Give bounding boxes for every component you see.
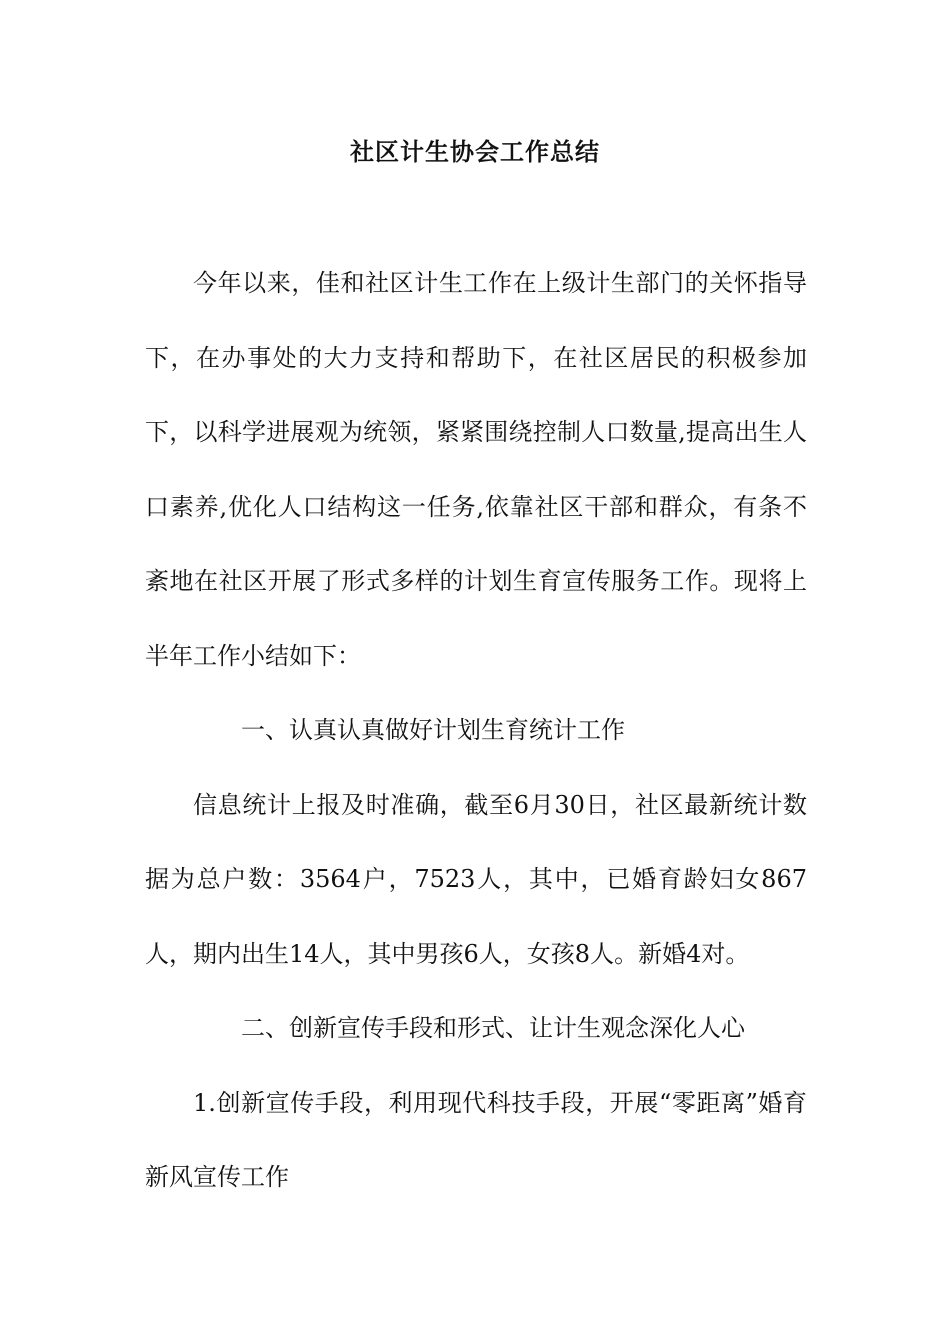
document-title: 社区计生协会工作总结	[350, 138, 600, 166]
section-heading-1: 一、认真认真做好计划生育统计工作	[241, 716, 625, 744]
document-body	[145, 246, 807, 1215]
intro-paragraph: 今年以来，佳和社区计生工作在上级计生部门的关怀指导下，在办事处的大力支持和帮助下，在社区居民的积极参加下，以科学进展观为统领，紧紧围绕控制人口数量,提高出生人口素养,优化人口结构这一任务,依靠社区干部和群众，有条不紊地在社区开展了形式多样的计划生育宣传服务工作。现将上半年工作小结如下：	[145, 269, 807, 670]
statistics-paragraph: 信息统计上报及时准确，截至6月30日，社区最新统计数据为总户数：3564户，7523人，其中，已婚育龄妇女867人，期内出生14人，其中男孩6人，女孩8人。新婚4对。	[145, 790, 807, 968]
subsection-paragraph-1: 1.创新宣传手段，利用现代科技手段，开展“零距离”婚育新风宣传工作	[145, 1088, 807, 1191]
section-heading-2: 二、创新宣传手段和形式、让计生观念深化人心	[241, 1014, 745, 1042]
